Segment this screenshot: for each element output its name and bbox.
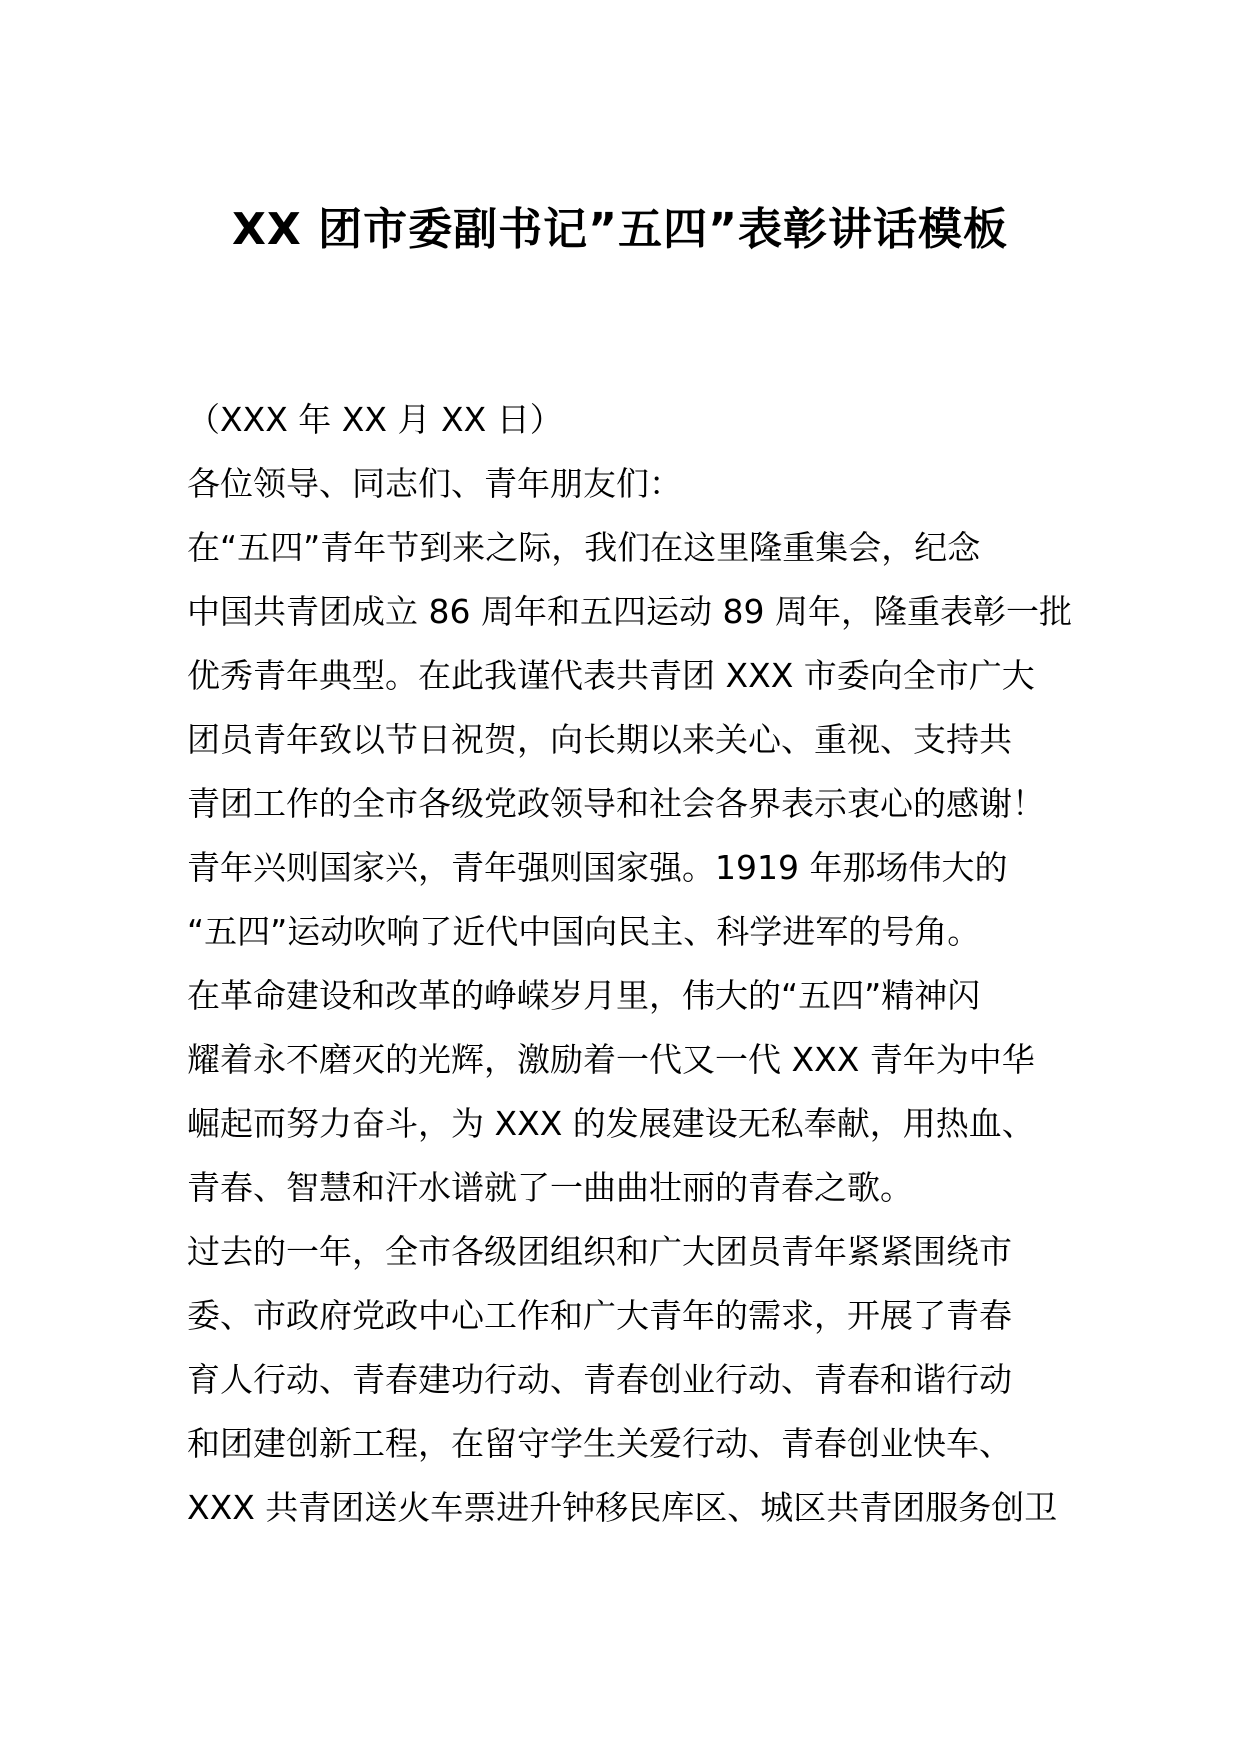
text-line: 青团工作的全市各级党政领导和社会各界表示衷心的感谢！ xyxy=(187,784,1045,823)
text-line: 在“五四”青年节到来之际，我们在这里隆重集会，纪念 xyxy=(187,528,981,567)
text-line: 崛起而努力奋斗，为 XXX 的发展建设无私奉献，用热血、 xyxy=(187,1104,1035,1143)
text-line: 在革命建设和改革的峥嵘岁月里，伟大的“五四”精神闪 xyxy=(187,976,981,1015)
document-body xyxy=(187,388,1087,1540)
text-line: 团员青年致以节日祝贺，向长期以来关心、重视、支持共 xyxy=(187,720,1012,759)
date-line: （XXX 年 XX 月 XX 日） xyxy=(187,400,563,439)
text-line: “五四”运动吹响了近代中国向民主、科学进军的号角。 xyxy=(187,912,981,951)
text-line: 中国共青团成立 86 周年和五四运动 89 周年，隆重表彰一批 xyxy=(187,592,1072,631)
text-line: 青春、智慧和汗水谱就了一曲曲壮丽的青春之歌。 xyxy=(187,1168,913,1207)
text-line: 和团建创新工程，在留守学生关爱行动、青春创业快车、 xyxy=(187,1424,1012,1463)
salutation-line: 各位领导、同志们、青年朋友们： xyxy=(187,464,682,503)
text-line: 耀着永不磨灭的光辉，激励着一代又一代 XXX 青年为中华 xyxy=(187,1040,1035,1079)
text-line: 优秀青年典型。在此我谨代表共青团 XXX 市委向全市广大 xyxy=(187,656,1035,695)
text-line: 青年兴则国家兴，青年强则国家强。1919 年那场伟大的 xyxy=(187,848,1008,887)
text-line: XXX 共青团送火车票进升钟移民库区、城区共青团服务创卫 xyxy=(187,1488,1058,1527)
document-title: XX 团市委副书记”五四”表彰讲话模板 xyxy=(231,204,1008,255)
text-line: 过去的一年，全市各级团组织和广大团员青年紧紧围绕市 xyxy=(187,1232,1012,1271)
text-line: 育人行动、青春建功行动、青春创业行动、青春和谐行动 xyxy=(187,1360,1012,1399)
text-line: 委、市政府党政中心工作和广大青年的需求，开展了青春 xyxy=(187,1296,1012,1335)
